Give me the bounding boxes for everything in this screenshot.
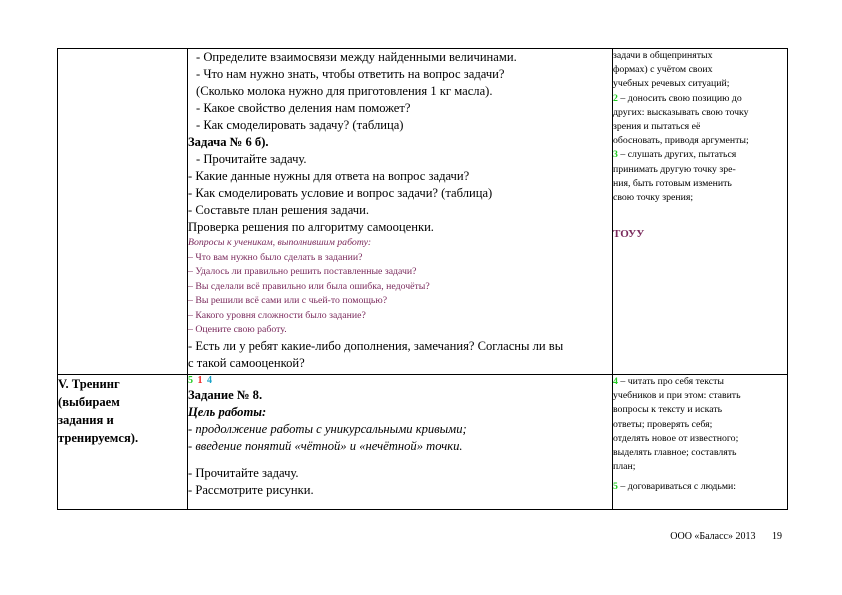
question-item: – Оцените свою работу. — [188, 324, 287, 335]
table-row — [58, 375, 788, 510]
skill-line: ния, быть готовым изменить — [613, 177, 732, 189]
stage-cell — [58, 49, 188, 375]
text-line: с такой самооценкой? — [188, 355, 305, 370]
goal-title: Цель работы: — [188, 405, 267, 419]
text-line: Проверка решения по алгоритму самооценки. — [188, 220, 434, 234]
skill-number: 4 — [613, 376, 618, 387]
text-line: - Составьте план решения задачи. — [188, 203, 370, 217]
skill-line: принимать другую точку зре- — [613, 163, 736, 175]
skill-number: 5 — [613, 481, 618, 493]
skill-line: свою точку зрения; — [613, 192, 694, 204]
text-line: (Сколько молока нужно для приготовления 1 кг масла). — [196, 84, 493, 98]
activity-cell — [188, 49, 613, 375]
question-item: – Что вам нужно было сделать в задании? — [188, 251, 363, 263]
skills-cell — [613, 49, 788, 375]
table-row — [58, 49, 788, 375]
stage-line: (выбираем — [58, 395, 120, 409]
text-line: - Какие данные нужны для ответа на вопрос задачи? — [188, 169, 470, 183]
spacer — [188, 455, 612, 465]
question-item: – Вы решили всё сами или с чьей-то помощью? — [188, 295, 388, 306]
skill-line: формах) с учётом своих — [613, 64, 713, 76]
text-line: - Как смоделировать условие и вопрос задачи? (таблица) — [188, 186, 493, 200]
skill-line: учебных речевых ситуаций; — [613, 78, 730, 90]
stage-line: тренируемся). — [58, 431, 139, 445]
skill-number: 4 — [207, 375, 213, 386]
questions-header: Вопросы к ученикам, выполнившим работу: — [188, 237, 372, 248]
skills-cell — [613, 375, 788, 510]
stage-cell — [58, 375, 188, 510]
task-title: Задача № 6 б). — [188, 135, 269, 149]
activity-cell — [188, 375, 613, 510]
skill-numbers — [188, 375, 612, 387]
page-number: 19 — [772, 531, 782, 542]
footer-company: ООО «Баласс» 2013 — [670, 531, 756, 542]
question-item: – Вы сделали всё правильно или была ошибка, недочёты? — [188, 280, 430, 292]
skill-line: других: высказывать свою точку — [613, 106, 749, 118]
uud-label: ТОУУ — [613, 228, 645, 241]
text-line: - Что нам нужно знать, чтобы ответить на вопрос задачи? — [196, 67, 505, 81]
skill-line: – доносить свою позицию до — [620, 92, 742, 104]
text-line: - Какое свойство деления нам поможет? — [196, 101, 411, 115]
skill-line: задачи в общепринятых — [613, 50, 713, 61]
skill-line: – слушать других, пытаться — [620, 149, 737, 161]
skill-item — [613, 375, 787, 389]
text-line: - Прочитайте задачу. — [196, 152, 307, 166]
text-line: - Есть ли у ребят какие-либо дополнения, замечания? Согласны ли вы — [188, 338, 564, 353]
skill-line: обосновать, приводя аргументы; — [613, 135, 749, 147]
question-item: – Удалось ли правильно решить поставленные задачи? — [188, 266, 417, 277]
skill-line: зрения и пытаться её — [613, 121, 701, 133]
skill-number: 2 — [613, 92, 618, 104]
skill-number: 5 — [188, 375, 194, 386]
stage-line: V. Тренинг — [58, 377, 120, 391]
skill-line: выделять главное; составлять — [613, 447, 737, 459]
skill-line: – читать про себя тексты — [620, 376, 724, 387]
task-title: Задание № 8. — [188, 388, 263, 402]
skill-item — [613, 148, 787, 162]
text-line: - Как смоделировать задачу? (таблица) — [196, 118, 404, 132]
skill-item — [613, 92, 787, 106]
skill-line: план; — [613, 461, 636, 473]
question-item: – Какого уровня сложности было задание? — [188, 309, 366, 321]
skill-line: ответы; проверять себя; — [613, 418, 713, 430]
text-line: - Рассмотрите рисунки. — [188, 483, 314, 497]
skill-number: 3 — [613, 149, 618, 161]
goal-line: - введение понятий «чётной» и «нечётной» точки. — [188, 439, 463, 453]
text-line: - Прочитайте задачу. — [188, 466, 299, 480]
page-footer — [656, 531, 782, 542]
lesson-table — [57, 48, 788, 510]
skill-item — [613, 480, 787, 494]
skill-line: – договариваться с людьми: — [620, 481, 737, 493]
skill-line: учебников и при этом: ставить — [613, 390, 741, 402]
skill-line: вопросы к тексту и искать — [613, 404, 723, 416]
goal-line: - продолжение работы с уникурсальными кривыми; — [188, 422, 467, 436]
skill-line: отделять новое от известного; — [613, 432, 739, 444]
stage-line: задания и — [58, 413, 114, 427]
skill-number: 1 — [197, 375, 204, 386]
text-line: - Определите взаимосвязи между найденными величинами. — [196, 50, 517, 64]
